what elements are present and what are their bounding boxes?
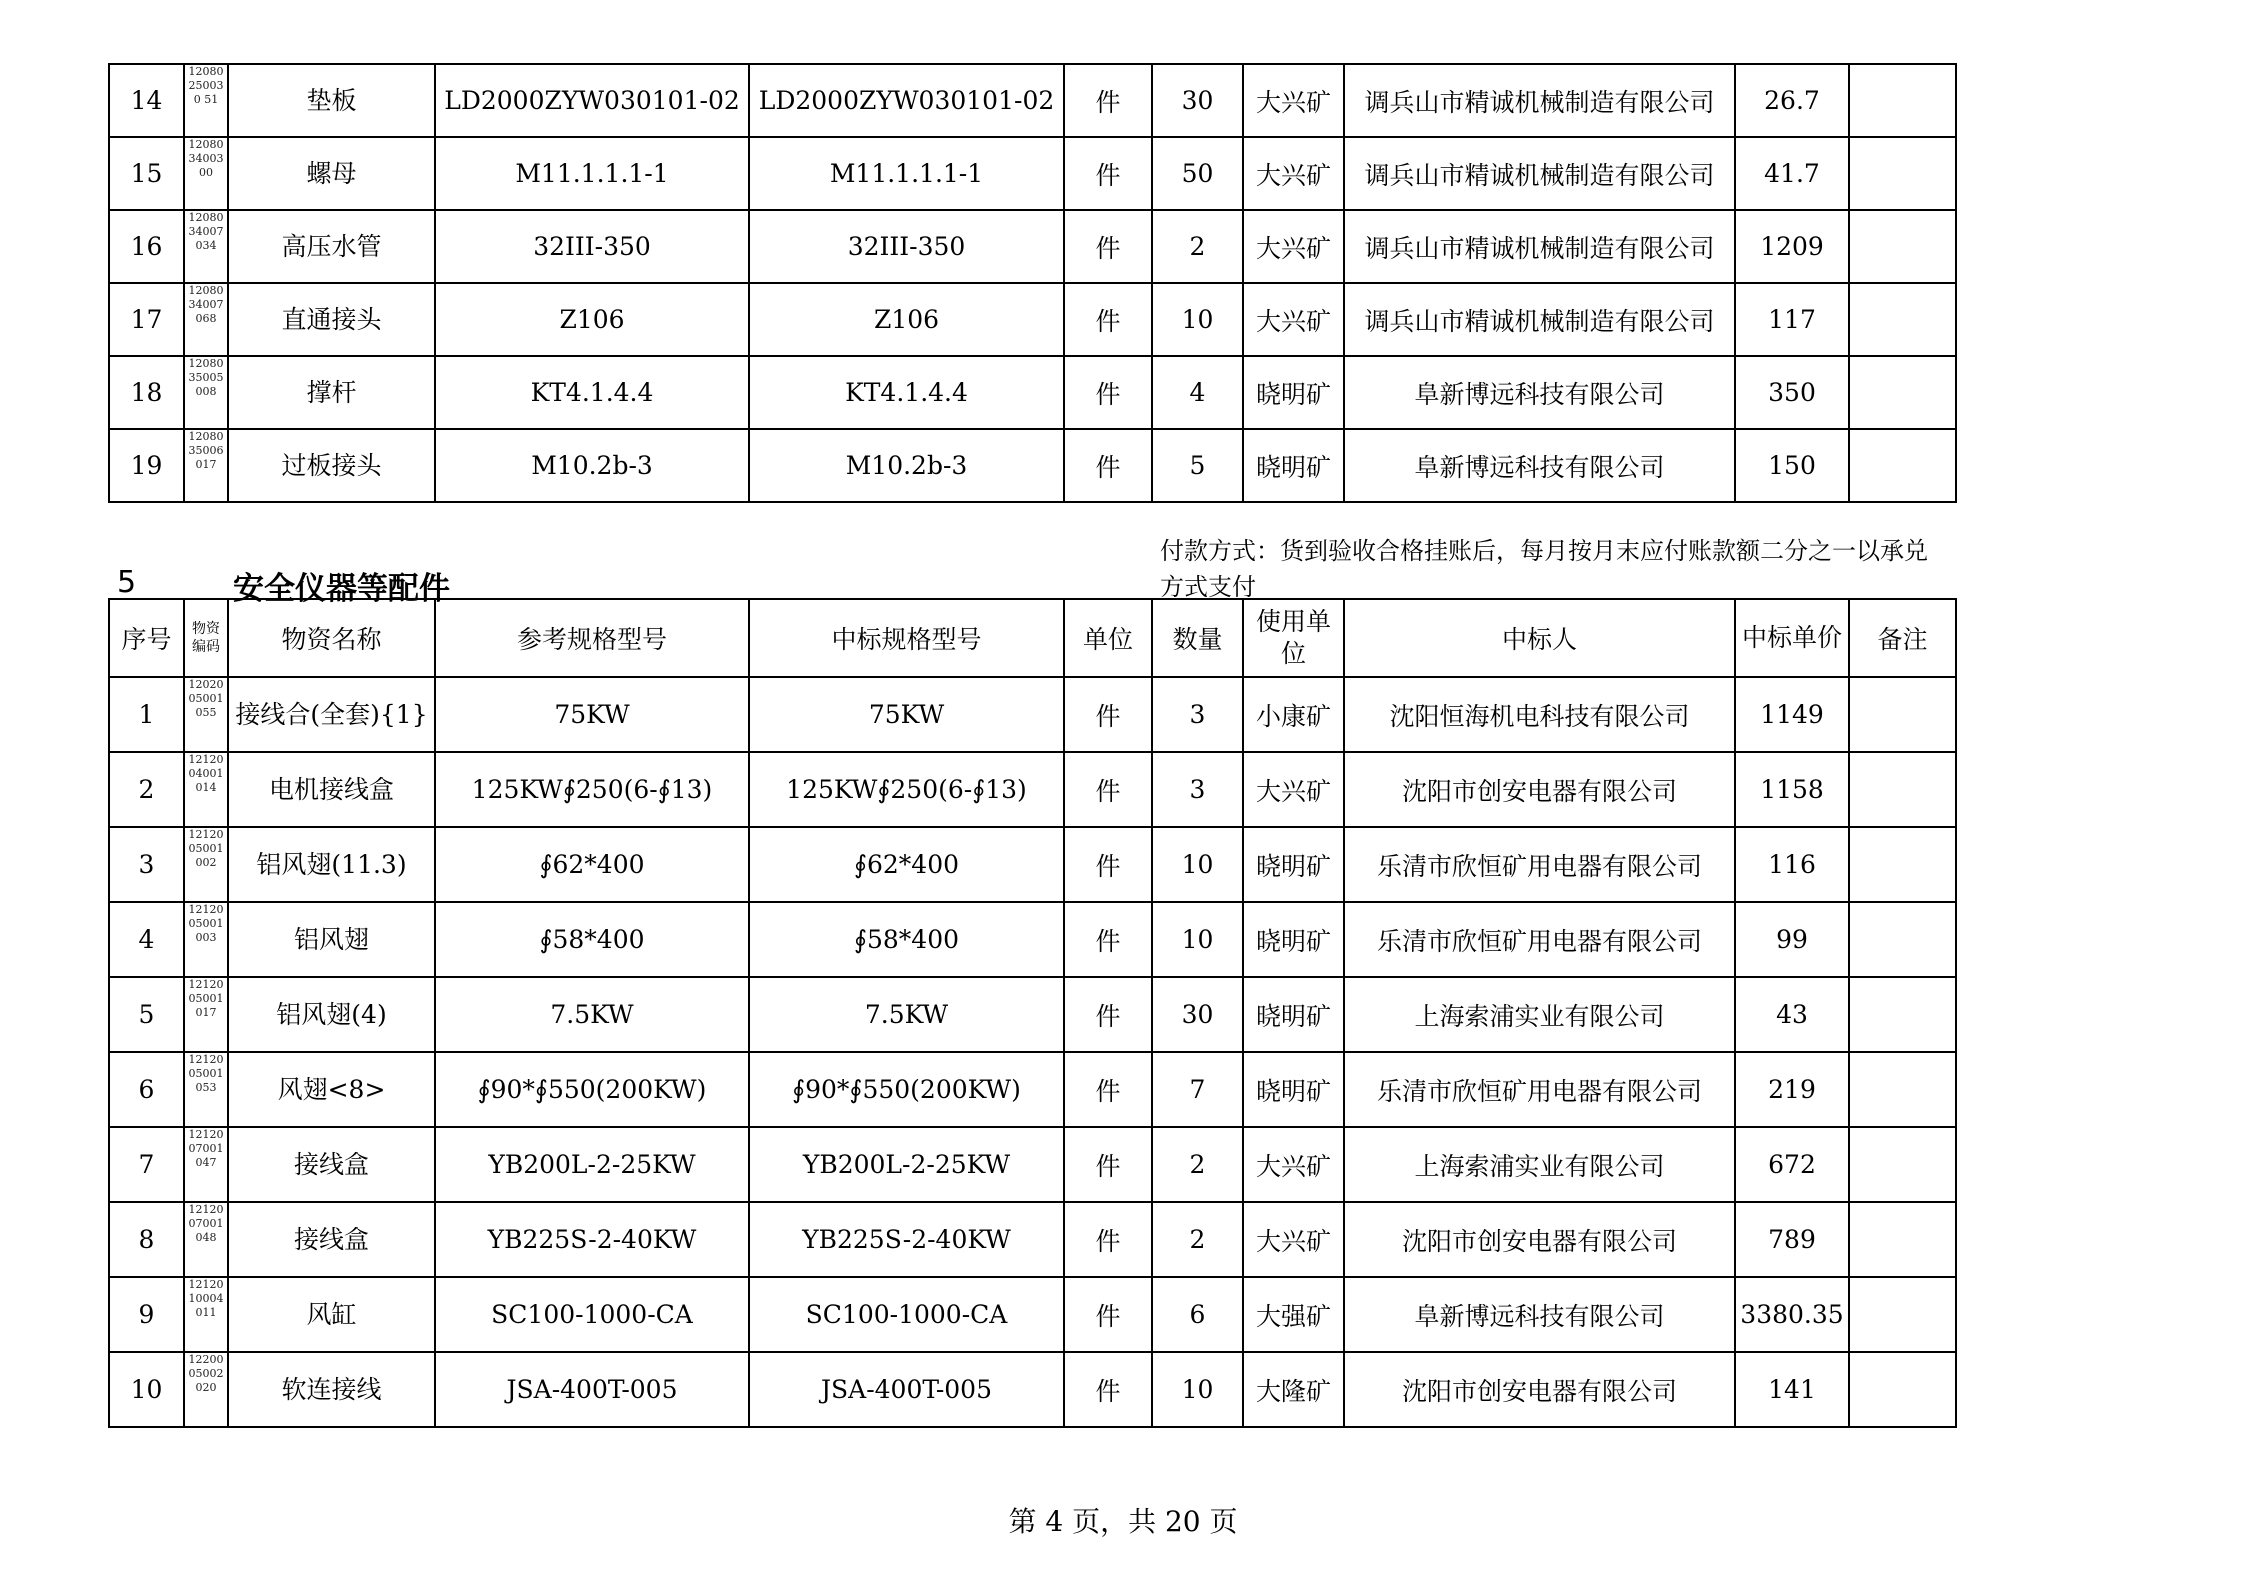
cell-winner: 调兵山市精诚机械制造有限公司	[1344, 283, 1735, 356]
header-qty: 数量	[1152, 599, 1243, 677]
cell-user: 大兴矿	[1243, 64, 1344, 137]
table1-body	[109, 64, 1956, 502]
cell-winner: 乐清市欣恒矿用电器有限公司	[1344, 827, 1735, 902]
cell-name: 铝风翅(11.3)	[228, 827, 435, 902]
cell-unit: 件	[1064, 64, 1152, 137]
cell-code: 1208034007068	[184, 283, 228, 356]
cell-price: 1149	[1735, 677, 1849, 752]
cell-price: 41.7	[1735, 137, 1849, 210]
cell-price: 43	[1735, 977, 1849, 1052]
cell-ref-spec: Z106	[435, 283, 749, 356]
cell-no: 2	[109, 752, 184, 827]
cell-qty: 3	[1152, 677, 1243, 752]
cell-no: 9	[109, 1277, 184, 1352]
cell-no: 14	[109, 64, 184, 137]
cell-note	[1849, 210, 1956, 283]
cell-unit: 件	[1064, 210, 1152, 283]
cell-winner: 调兵山市精诚机械制造有限公司	[1344, 64, 1735, 137]
header-unit: 单位	[1064, 599, 1152, 677]
cell-winner: 调兵山市精诚机械制造有限公司	[1344, 210, 1735, 283]
cell-note	[1849, 283, 1956, 356]
cell-no: 5	[109, 977, 184, 1052]
cell-no: 16	[109, 210, 184, 283]
cell-user: 大隆矿	[1243, 1352, 1344, 1427]
cell-no: 7	[109, 1127, 184, 1202]
cell-unit: 件	[1064, 752, 1152, 827]
cell-code: 1208034007034	[184, 210, 228, 283]
cell-price: 1158	[1735, 752, 1849, 827]
cell-bid-spec: SC100-1000-CA	[749, 1277, 1064, 1352]
cell-name: 螺母	[228, 137, 435, 210]
cell-name: 直通接头	[228, 283, 435, 356]
payment-terms: 付款方式：货到验收合格挂账后，每月按月末应付账款额二分之一以承兑方式支付	[1160, 537, 1928, 601]
header-name: 物资名称	[228, 599, 435, 677]
cell-no: 17	[109, 283, 184, 356]
cell-no: 8	[109, 1202, 184, 1277]
cell-code: 1202005001055	[184, 677, 228, 752]
cell-bid-spec: ∮58*400	[749, 902, 1064, 977]
cell-user: 大强矿	[1243, 1277, 1344, 1352]
cell-note	[1849, 1202, 1956, 1277]
safety-instrument-parts-table	[108, 598, 1957, 1428]
cell-unit: 件	[1064, 827, 1152, 902]
table-row	[109, 356, 1956, 429]
section-number: 5	[117, 565, 137, 600]
cell-note	[1849, 356, 1956, 429]
table-row	[109, 64, 1956, 137]
cell-bid-spec: JSA-400T-005	[749, 1352, 1064, 1427]
cell-name: 接线盒	[228, 1202, 435, 1277]
cell-qty: 2	[1152, 1127, 1243, 1202]
cell-note	[1849, 1127, 1956, 1202]
cell-code: 1212007001048	[184, 1202, 228, 1277]
cell-winner: 上海索浦实业有限公司	[1344, 977, 1735, 1052]
cell-code: 12080250030 51	[184, 64, 228, 137]
table-row	[109, 677, 1956, 752]
table-row	[109, 1052, 1956, 1127]
cell-ref-spec: JSA-400T-005	[435, 1352, 749, 1427]
cell-code: 1208035005008	[184, 356, 228, 429]
cell-no: 6	[109, 1052, 184, 1127]
cell-user: 晓明矿	[1243, 977, 1344, 1052]
cell-bid-spec: 75KW	[749, 677, 1064, 752]
cell-price: 3380.35	[1735, 1277, 1849, 1352]
cell-price: 219	[1735, 1052, 1849, 1127]
cell-user: 晓明矿	[1243, 1052, 1344, 1127]
cell-winner: 沈阳恒海机电科技有限公司	[1344, 677, 1735, 752]
cell-price: 99	[1735, 902, 1849, 977]
cell-code: 1212010004011	[184, 1277, 228, 1352]
cell-ref-spec: LD2000ZYW030101-02	[435, 64, 749, 137]
cell-note	[1849, 137, 1956, 210]
table-row	[109, 429, 1956, 502]
cell-ref-spec: ∮90*∮550(200KW)	[435, 1052, 749, 1127]
cell-winner: 乐清市欣恒矿用电器有限公司	[1344, 1052, 1735, 1127]
cell-name: 软连接线	[228, 1352, 435, 1427]
cell-qty: 7	[1152, 1052, 1243, 1127]
cell-user: 晓明矿	[1243, 827, 1344, 902]
cell-code: 1212005001017	[184, 977, 228, 1052]
table-row	[109, 827, 1956, 902]
table2-body	[109, 677, 1956, 1427]
cell-ref-spec: 32III-350	[435, 210, 749, 283]
cell-ref-spec: SC100-1000-CA	[435, 1277, 749, 1352]
cell-note	[1849, 902, 1956, 977]
cell-bid-spec: M10.2b-3	[749, 429, 1064, 502]
cell-price: 672	[1735, 1127, 1849, 1202]
cell-unit: 件	[1064, 1052, 1152, 1127]
cell-winner: 沈阳市创安电器有限公司	[1344, 1202, 1735, 1277]
cell-qty: 5	[1152, 429, 1243, 502]
cell-unit: 件	[1064, 356, 1152, 429]
table-row	[109, 1352, 1956, 1427]
cell-name: 铝风翅(4)	[228, 977, 435, 1052]
cell-user: 大兴矿	[1243, 137, 1344, 210]
cell-code: 1212005001003	[184, 902, 228, 977]
cell-user: 大兴矿	[1243, 1127, 1344, 1202]
cell-bid-spec: YB225S-2-40KW	[749, 1202, 1064, 1277]
header-winner: 中标人	[1344, 599, 1735, 677]
cell-user: 大兴矿	[1243, 1202, 1344, 1277]
table-row	[109, 902, 1956, 977]
cell-user: 晓明矿	[1243, 902, 1344, 977]
cell-qty: 2	[1152, 210, 1243, 283]
table-row	[109, 1277, 1956, 1352]
cell-qty: 50	[1152, 137, 1243, 210]
cell-no: 19	[109, 429, 184, 502]
cell-user: 大兴矿	[1243, 283, 1344, 356]
cell-unit: 件	[1064, 902, 1152, 977]
cell-no: 1	[109, 677, 184, 752]
cell-no: 10	[109, 1352, 184, 1427]
cell-winner: 阜新博远科技有限公司	[1344, 429, 1735, 502]
cell-qty: 10	[1152, 283, 1243, 356]
cell-code: 1212004001014	[184, 752, 228, 827]
cell-name: 风缸	[228, 1277, 435, 1352]
cell-code: 120803400300	[184, 137, 228, 210]
cell-price: 789	[1735, 1202, 1849, 1277]
cell-price: 150	[1735, 429, 1849, 502]
cell-ref-spec: KT4.1.4.4	[435, 356, 749, 429]
cell-bid-spec: YB200L-2-25KW	[749, 1127, 1064, 1202]
cell-winner: 调兵山市精诚机械制造有限公司	[1344, 137, 1735, 210]
cell-code: 1220005002020	[184, 1352, 228, 1427]
cell-note	[1849, 752, 1956, 827]
cell-user: 晓明矿	[1243, 356, 1344, 429]
cell-unit: 件	[1064, 1127, 1152, 1202]
header-bid-spec: 中标规格型号	[749, 599, 1064, 677]
cell-winner: 沈阳市创安电器有限公司	[1344, 1352, 1735, 1427]
cell-name: 风翅<8>	[228, 1052, 435, 1127]
cell-qty: 10	[1152, 902, 1243, 977]
cell-bid-spec: 125KW∮250(6-∮13)	[749, 752, 1064, 827]
table-row	[109, 283, 1956, 356]
cell-bid-spec: ∮62*400	[749, 827, 1064, 902]
cell-qty: 30	[1152, 977, 1243, 1052]
cell-unit: 件	[1064, 1352, 1152, 1427]
cell-name: 铝风翅	[228, 902, 435, 977]
cell-price: 117	[1735, 283, 1849, 356]
cell-winner: 上海索浦实业有限公司	[1344, 1127, 1735, 1202]
cell-name: 电机接线盒	[228, 752, 435, 827]
cell-ref-spec: YB200L-2-25KW	[435, 1127, 749, 1202]
cell-note	[1849, 1277, 1956, 1352]
cell-note	[1849, 677, 1956, 752]
cell-code: 1212007001047	[184, 1127, 228, 1202]
cell-note	[1849, 1352, 1956, 1427]
cell-price: 141	[1735, 1352, 1849, 1427]
cell-note	[1849, 64, 1956, 137]
table-row	[109, 1202, 1956, 1277]
cell-unit: 件	[1064, 283, 1152, 356]
cell-qty: 2	[1152, 1202, 1243, 1277]
cell-price: 350	[1735, 356, 1849, 429]
cell-note	[1849, 977, 1956, 1052]
cell-code: 1208035006017	[184, 429, 228, 502]
cell-no: 15	[109, 137, 184, 210]
table-row	[109, 1127, 1956, 1202]
table-row	[109, 137, 1956, 210]
header-note: 备注	[1849, 599, 1956, 677]
cell-ref-spec: M10.2b-3	[435, 429, 749, 502]
cell-name: 接线合(全套){1}	[228, 677, 435, 752]
cell-winner: 乐清市欣恒矿用电器有限公司	[1344, 902, 1735, 977]
header-price: 中标单价	[1735, 599, 1849, 677]
cell-ref-spec: ∮62*400	[435, 827, 749, 902]
page-footer: 第 4 页，共 20 页	[1008, 1505, 1238, 1538]
cell-name: 过板接头	[228, 429, 435, 502]
cell-unit: 件	[1064, 977, 1152, 1052]
cell-qty: 10	[1152, 827, 1243, 902]
table-row	[109, 977, 1956, 1052]
cell-name: 撑杆	[228, 356, 435, 429]
cell-bid-spec: 32III-350	[749, 210, 1064, 283]
cell-qty: 4	[1152, 356, 1243, 429]
cell-qty: 6	[1152, 1277, 1243, 1352]
section-title: 安全仪器等配件	[233, 571, 450, 607]
cell-unit: 件	[1064, 137, 1152, 210]
cell-qty: 3	[1152, 752, 1243, 827]
cell-user: 晓明矿	[1243, 429, 1344, 502]
cell-price: 26.7	[1735, 64, 1849, 137]
cell-ref-spec: 7.5KW	[435, 977, 749, 1052]
cell-ref-spec: YB225S-2-40KW	[435, 1202, 749, 1277]
cell-note	[1849, 1052, 1956, 1127]
header-code: 物资编码	[184, 599, 228, 677]
cell-bid-spec: LD2000ZYW030101-02	[749, 64, 1064, 137]
cell-price: 116	[1735, 827, 1849, 902]
table-row	[109, 210, 1956, 283]
cell-note	[1849, 827, 1956, 902]
cell-no: 18	[109, 356, 184, 429]
cell-no: 3	[109, 827, 184, 902]
cell-unit: 件	[1064, 429, 1152, 502]
table-row	[109, 752, 1956, 827]
cell-qty: 30	[1152, 64, 1243, 137]
header-user: 使用单位	[1243, 599, 1344, 677]
cell-user: 大兴矿	[1243, 210, 1344, 283]
cell-ref-spec: 125KW∮250(6-∮13)	[435, 752, 749, 827]
cell-user: 小康矿	[1243, 677, 1344, 752]
cell-ref-spec: 75KW	[435, 677, 749, 752]
header-ref-spec: 参考规格型号	[435, 599, 749, 677]
cell-winner: 沈阳市创安电器有限公司	[1344, 752, 1735, 827]
cell-name: 垫板	[228, 64, 435, 137]
cell-user: 大兴矿	[1243, 752, 1344, 827]
header-no: 序号	[109, 599, 184, 677]
cell-bid-spec: ∮90*∮550(200KW)	[749, 1052, 1064, 1127]
cell-no: 4	[109, 902, 184, 977]
cell-bid-spec: M11.1.1.1-1	[749, 137, 1064, 210]
cell-unit: 件	[1064, 677, 1152, 752]
cell-note	[1849, 429, 1956, 502]
cell-name: 高压水管	[228, 210, 435, 283]
cell-unit: 件	[1064, 1277, 1152, 1352]
cell-name: 接线盒	[228, 1127, 435, 1202]
cell-ref-spec: M11.1.1.1-1	[435, 137, 749, 210]
cell-price: 1209	[1735, 210, 1849, 283]
table-header-row	[109, 599, 1956, 677]
cell-bid-spec: Z106	[749, 283, 1064, 356]
cell-winner: 阜新博远科技有限公司	[1344, 356, 1735, 429]
materials-table-continued	[108, 63, 1957, 503]
cell-code: 1212005001002	[184, 827, 228, 902]
cell-ref-spec: ∮58*400	[435, 902, 749, 977]
cell-code: 1212005001053	[184, 1052, 228, 1127]
cell-qty: 10	[1152, 1352, 1243, 1427]
cell-winner: 阜新博远科技有限公司	[1344, 1277, 1735, 1352]
cell-unit: 件	[1064, 1202, 1152, 1277]
cell-bid-spec: KT4.1.4.4	[749, 356, 1064, 429]
cell-bid-spec: 7.5KW	[749, 977, 1064, 1052]
